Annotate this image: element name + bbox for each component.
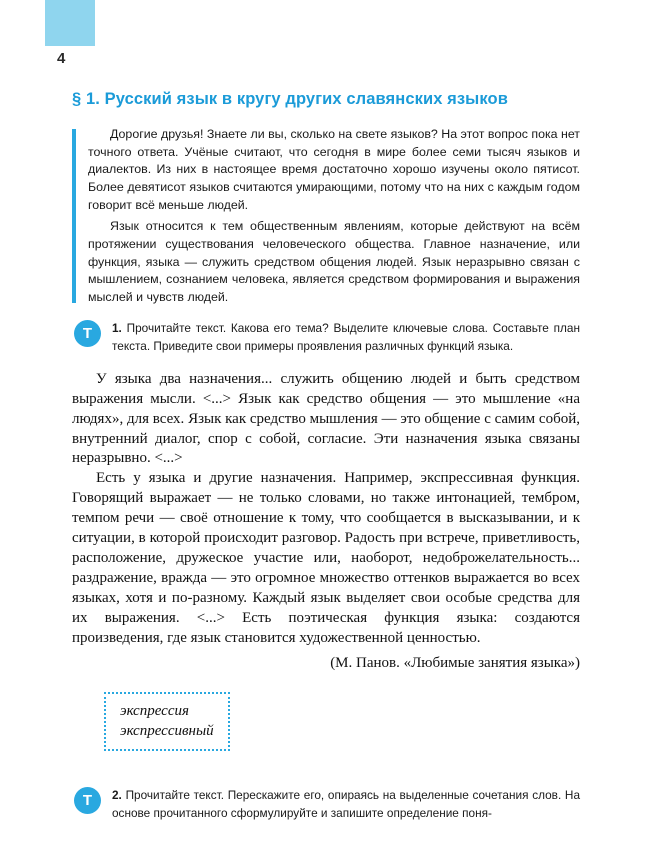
vocabulary-box: [104, 692, 230, 752]
accent-bar: [72, 129, 76, 303]
intro-paragraph: Язык относится к тем общественным явлениям, которые действуют на всём протяжении существования человеческого общества. Главное назначение, или функция, языка — служить средством общения людей. Язык неразрывно связан с мышлением, сознанием человека, является средством формирования и выражения мыслей и чувств людей.: [88, 219, 580, 304]
task-badge-icon: Т: [74, 320, 101, 347]
excerpt-paragraph: У языка два назначения... служить общению людей и быть средством выражения мысли. <...> Язык как средство общения — это мышление «на людях», для всех. Язык как средство мышления — это общение с самим собой, внутренний диалог, спор с собой, согласие. Эти назначения языка связаны неразрывно. <...>: [72, 370, 580, 467]
vocabulary-word: экспрессия: [120, 702, 189, 719]
page-title: § 1. Русский язык в кругу других славянских языков: [72, 90, 508, 108]
intro-paragraph: Дорогие друзья! Знаете ли вы, сколько на свете языков? На этот вопрос пока нет точного ответа. Учёные считают, что сегодня в мире более семи тысяч языков и диалектов. Из них в настоящее время достаточно хорошо изучены около пятисот. Более девятисот языков считаются умирающими, потому что на них с каждым годом говорит всё меньше людей.: [88, 127, 580, 212]
page-corner-decoration: [45, 0, 95, 46]
intro-block: [72, 126, 580, 306]
task-text: [112, 787, 580, 822]
task-number: 1.: [112, 321, 122, 336]
vocabulary-word: экспрессивный: [120, 723, 214, 740]
task-number: 2.: [112, 788, 122, 803]
task-2: [72, 787, 580, 822]
page-content: [72, 88, 580, 837]
task-badge-icon: Т: [74, 787, 101, 814]
excerpt-paragraph: Есть у языка и другие назначения. Например, экспрессивная функция. Говорящий выражает — не только словами, но также интонацией, тембром, темпом речи — своё отношение к тому, что сообщается в высказывании, и к ситуации, в которой происходит разговор. Радость при встрече, приветливость, расположение, дружеское участие или, наоборот, недоброжелательность... раздражение, вражда — это огромное множество оттенков выражается во всех языках, хотя и по-разному. Каждый язык выделяет свои особые средства для их выражения. <...> Есть поэтическая функция языка: создаются произведения, где язык становится художественной ценностью.: [72, 470, 580, 646]
task-instruction: Прочитайте текст. Какова его тема? Выделите ключевые слова. Составьте план текста. Приведите свои примеры проявления различных функций языка.: [112, 321, 580, 354]
task-1: [72, 320, 580, 355]
task-text: [112, 320, 580, 355]
page-number: 4: [57, 50, 66, 67]
excerpt-attribution: (М. Панов. «Любимые занятия языка»): [330, 654, 580, 671]
excerpt-body: [72, 370, 580, 672]
task-instruction: Прочитайте текст. Перескажите его, опираясь на выделенные сочетания слов. На основе прочитанного сформулируйте и запишите определение поня-: [112, 788, 581, 821]
